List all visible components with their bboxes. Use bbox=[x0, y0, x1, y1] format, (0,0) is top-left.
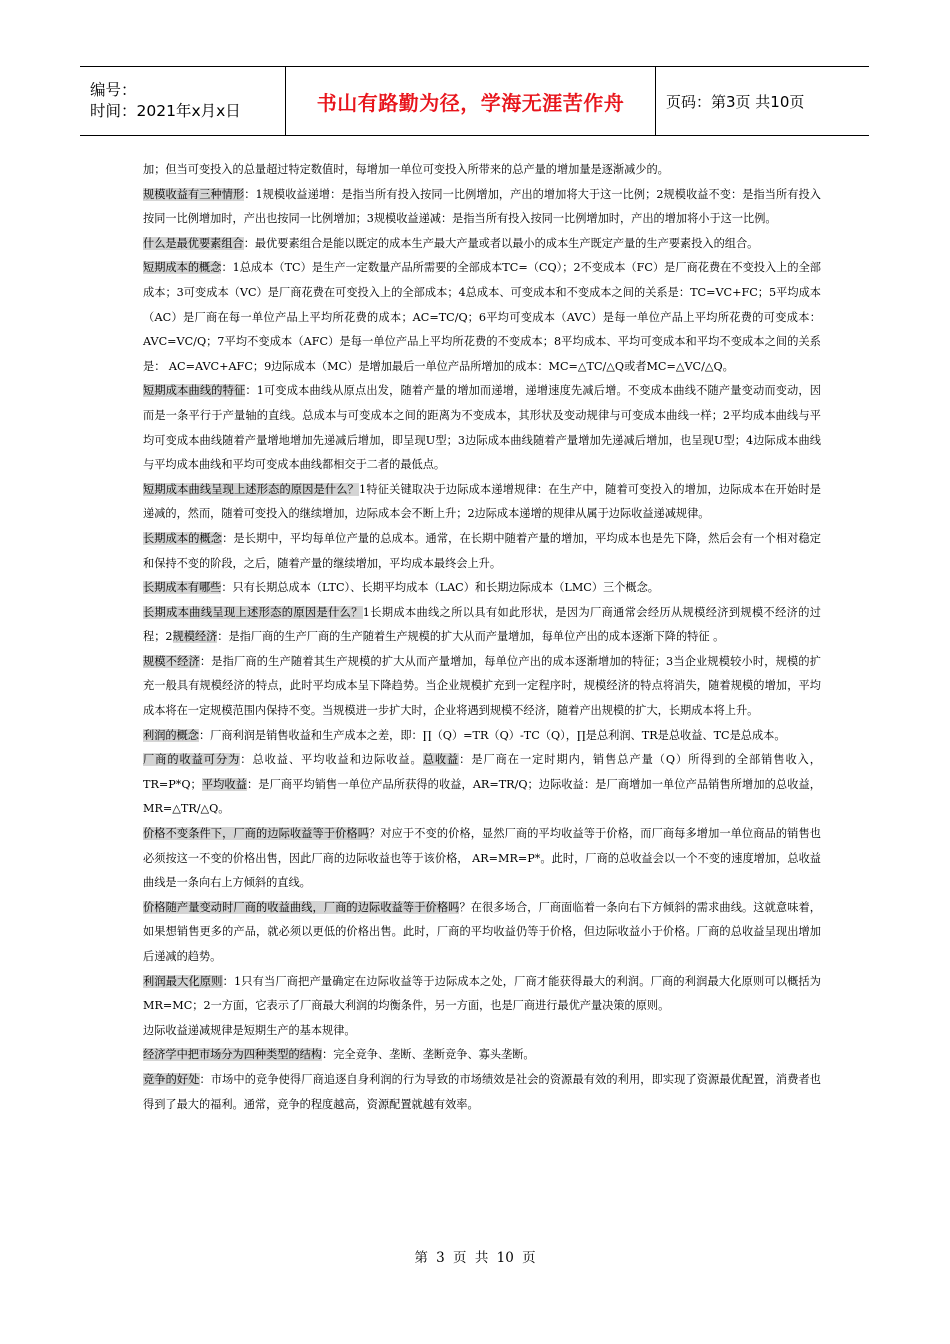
paragraph bbox=[143, 158, 821, 183]
paragraph-text: ：是厂商平均销售一单位产品所获得的收益，AR=TR/Q；边际收益：是厂商增加一单位产品销售所增加的总收益，MR=△TR/△Q。 bbox=[143, 777, 821, 816]
paragraph bbox=[143, 970, 821, 1019]
paragraph bbox=[143, 1019, 821, 1044]
paragraph-text: 1特征关键取决于边际成本递增规律：在生产中，随着可变投入的增加，边际成本在开始时是递减的，然而，随着可变投入的继续增加，边际成本会不断上升；2边际成本递增的规律从属于边际收益递减规律。 bbox=[143, 482, 821, 521]
highlighted-term: 规模经济 bbox=[172, 630, 218, 644]
highlighted-term: 长期成本有哪些 bbox=[143, 581, 222, 595]
paragraph bbox=[143, 650, 821, 724]
document-date-label: 时间：2021年x月x日 bbox=[90, 102, 241, 120]
footer-page-number: 第 3 页 共 10 页 bbox=[414, 1250, 536, 1266]
paragraph-text: ？对应于不变的价格，显然厂商的平均收益等于价格，而厂商每多增加一单位商品的销售也必须按这一不变的价格出售，因此厂商的边际收益也等于该价格， AR=MR=P*。此时，厂商的总收益会以一个不变的速度增加，总收益曲线是一条向右上方倾斜的直线。 bbox=[143, 827, 821, 890]
paragraph-text: 加；但当可变投入的总量超过特定数值时，每增加一单位可变投入所带来的总产量的增加量是逐渐减少的。 bbox=[143, 163, 669, 176]
paragraph-text: ：是长期中，平均每单位产量的总成本。通常，在长期中随着产量的增加，平均成本也是先下降，然后会有一个相对稳定和保持不变的阶段，之后，随着产量的继续增加，平均成本最终会上升。 bbox=[143, 531, 821, 570]
highlighted-term: 平均收益 bbox=[201, 777, 248, 791]
paragraph-text: ：只有长期总成本（LTC）、长期平均成本（LAC）和长期边际成本（LMC）三个概念。 bbox=[221, 581, 659, 595]
paragraph-text: ：厂商利润是销售收益和生产成本之差，即：∏（Q）=TR（Q）-TC（Q），∏是总利润、TR是总收益、TC是总成本。 bbox=[198, 728, 786, 742]
paragraph bbox=[143, 896, 821, 970]
paragraph-text: ：是指厂商的生产随着其生产规模的扩大从而产量增加，每单位产出的成本逐渐增加的特征；3当企业规模较小时，规模的扩充一般具有规模经济的特点，此时平均成本呈下降趋势。当企业规模扩充到一定程序时，规模经济的特点将消失，随着规模的增加，平均成本将在一定规模范围内保持不变。当规模进一步扩大时，企业将遇到规模不经济，随着产出规模的扩大，长期成本将上升。 bbox=[143, 654, 821, 718]
paragraph bbox=[143, 601, 821, 650]
paragraph bbox=[143, 478, 821, 527]
document-body bbox=[143, 158, 821, 1117]
motto-text: 书山有路勤为径，学海无涯苦作舟 bbox=[316, 90, 625, 115]
paragraph bbox=[143, 748, 821, 822]
paragraph-text: ：市场中的竞争使得厂商追逐自身利润的行为导致的市场绩效是社会的资源最有效的利用，即实现了资源最优配置，消费者也得到了最大的福利。通常，竞争的程度越高，资源配置就越有效率。 bbox=[143, 1072, 821, 1111]
highlighted-term: 长期成本曲线呈现上述形态的原因是什么？ bbox=[143, 605, 363, 619]
paragraph-text: ：1总成本（TC）是生产一定数量产品所需要的全部成本TC=（CQ）；2不变成本（FC）是厂商花费在不变投入上的全部成本；3可变成本（VC）是厂商花费在可变投入上的全部成本；4总成本、可变成本和不变成本之间的关系是：TC=VC+FC；5平均成本（AC）是厂商在每一单位产品上平均所花费的成本；AC=TC/Q；6平均可变成本（AVC）是每一单位产品上平均所花费的可变成本：AVC=VC/Q；7平均不变成本（AFC）是每一单位产品上平均所花费的不变成本；8平均成本、平均可变成本和平均不变成本之间的关系是： AC=AVC+AFC；9边际成本（MC）是增加最后一单位产品所增加的成本：MC=△TC/△Q或者MC=△VC/△Q。 bbox=[143, 261, 821, 373]
header-left-cell bbox=[80, 67, 285, 135]
paragraph-text: ：完全竞争、垄断、垄断竞争、寡头垄断。 bbox=[322, 1048, 535, 1062]
paragraph-text: 边际收益递减规律是短期生产的基本规律。 bbox=[143, 1023, 356, 1037]
header-motto bbox=[285, 67, 656, 135]
header-page-number bbox=[656, 67, 869, 135]
highlighted-term: 长期成本的概念 bbox=[143, 531, 223, 545]
document-number-label: 编号： bbox=[90, 81, 137, 99]
highlighted-term: 规模收益有三种情形 bbox=[143, 187, 245, 201]
highlighted-term: 经济学中把市场分为四种类型的结构 bbox=[143, 1048, 323, 1062]
highlighted-term: 短期成本的概念 bbox=[143, 261, 222, 275]
page-header bbox=[80, 66, 869, 136]
paragraph bbox=[143, 232, 821, 257]
paragraph bbox=[143, 724, 821, 749]
highlighted-term: 什么是最优要素组合 bbox=[143, 236, 244, 250]
highlighted-term: 短期成本曲线的特征 bbox=[143, 384, 246, 398]
paragraph bbox=[143, 183, 821, 232]
highlighted-term: 价格随产量变动时厂商的收益曲线，厂商的边际收益等于价格吗 bbox=[143, 900, 460, 914]
highlighted-term: 总收益 bbox=[422, 753, 460, 767]
paragraph-text: ：1规模收益递增：是指当所有投入按同一比例增加，产出的增加将大于这一比例；2规模收益不变：是指当所有投入按同一比例增加时，产出也按同一比例增加；3规模收益递减：是指当所有投入按同一比例增加时，产出的增加将小于这一比例。 bbox=[143, 187, 821, 226]
paragraph bbox=[143, 379, 821, 477]
page-number-label: 页码：第3页 共10页 bbox=[666, 92, 805, 111]
highlighted-term: 利润最大化原则 bbox=[143, 974, 223, 988]
paragraph bbox=[143, 527, 821, 576]
page-footer bbox=[0, 1246, 950, 1266]
highlighted-term: 利润的概念 bbox=[143, 728, 199, 742]
paragraph-text: ：最优要素组合是能以既定的成本生产最大产量或者以最小的成本生产既定产量的生产要素投入的组合。 bbox=[243, 236, 759, 250]
highlighted-term: 厂商的收益可分为 bbox=[143, 753, 241, 767]
paragraph bbox=[143, 1068, 821, 1117]
paragraph-text: ：是指厂商的生产厂商的生产随着生产规模的扩大从而产量增加，每单位产出的成本逐渐下降的特征 。 bbox=[217, 630, 725, 644]
paragraph bbox=[143, 822, 821, 896]
highlighted-term: 价格不变条件下，厂商的边际收益等于价格吗 bbox=[143, 827, 370, 841]
paragraph-text: ：1可变成本曲线从原点出发，随着产量的增加而递增，递增速度先减后增。不变成本曲线不随产量变动而变动，因而是一条平行于产量轴的直线。总成本与可变成本之间的距离为不变成本，其形状及变动规律与可变成本曲线一样；2平均成本曲线与平均可变成本曲线随着产量增地增加先递减后增加，即呈现U型；3边际成本曲线随着产量增加先递减后增加，也呈现U型；4边际成本曲线与平均成本曲线和平均可变成本曲线都相交于二者的最低点。 bbox=[143, 384, 821, 472]
paragraph-text: ：总收益、平均收益和边际收益。 bbox=[240, 753, 423, 767]
paragraph bbox=[143, 576, 821, 601]
paragraph bbox=[143, 256, 821, 379]
highlighted-term: 短期成本曲线呈现上述形态的原因是什么？ bbox=[143, 482, 360, 496]
paragraph bbox=[143, 1043, 821, 1068]
paragraph-text: ：是厂商在一定时期内，销售总产量（Q）所得到的全部销售收入，TR=P*Q； bbox=[143, 753, 821, 791]
highlighted-term: 竞争的好处 bbox=[143, 1072, 200, 1086]
paragraph-text: ？在很多场合，厂商面临着一条向右下方倾斜的需求曲线。这就意味着，如果想销售更多的产品，就必须以更低的价格出售。此时，厂商的平均收益仍等于价格，但边际收益小于价格。厂商的总收益呈现出增加后递减的趋势。 bbox=[143, 900, 821, 963]
paragraph-text: 1长期成本曲线之所以具有如此形状，是因为厂商通常会经历从规模经济到规模不经济的过程；2 bbox=[143, 605, 821, 644]
paragraph-text: ：1只有当厂商把产量确定在边际收益等于边际成本之处，厂商才能获得最大的利润。厂商的利润最大化原则可以概括为MR=MC；2一方面，它表示了厂商最大利润的均衡条件，另一方面，也是厂商进行最优产量决策的原则。 bbox=[143, 974, 821, 1013]
highlighted-term: 规模不经济 bbox=[143, 654, 200, 668]
